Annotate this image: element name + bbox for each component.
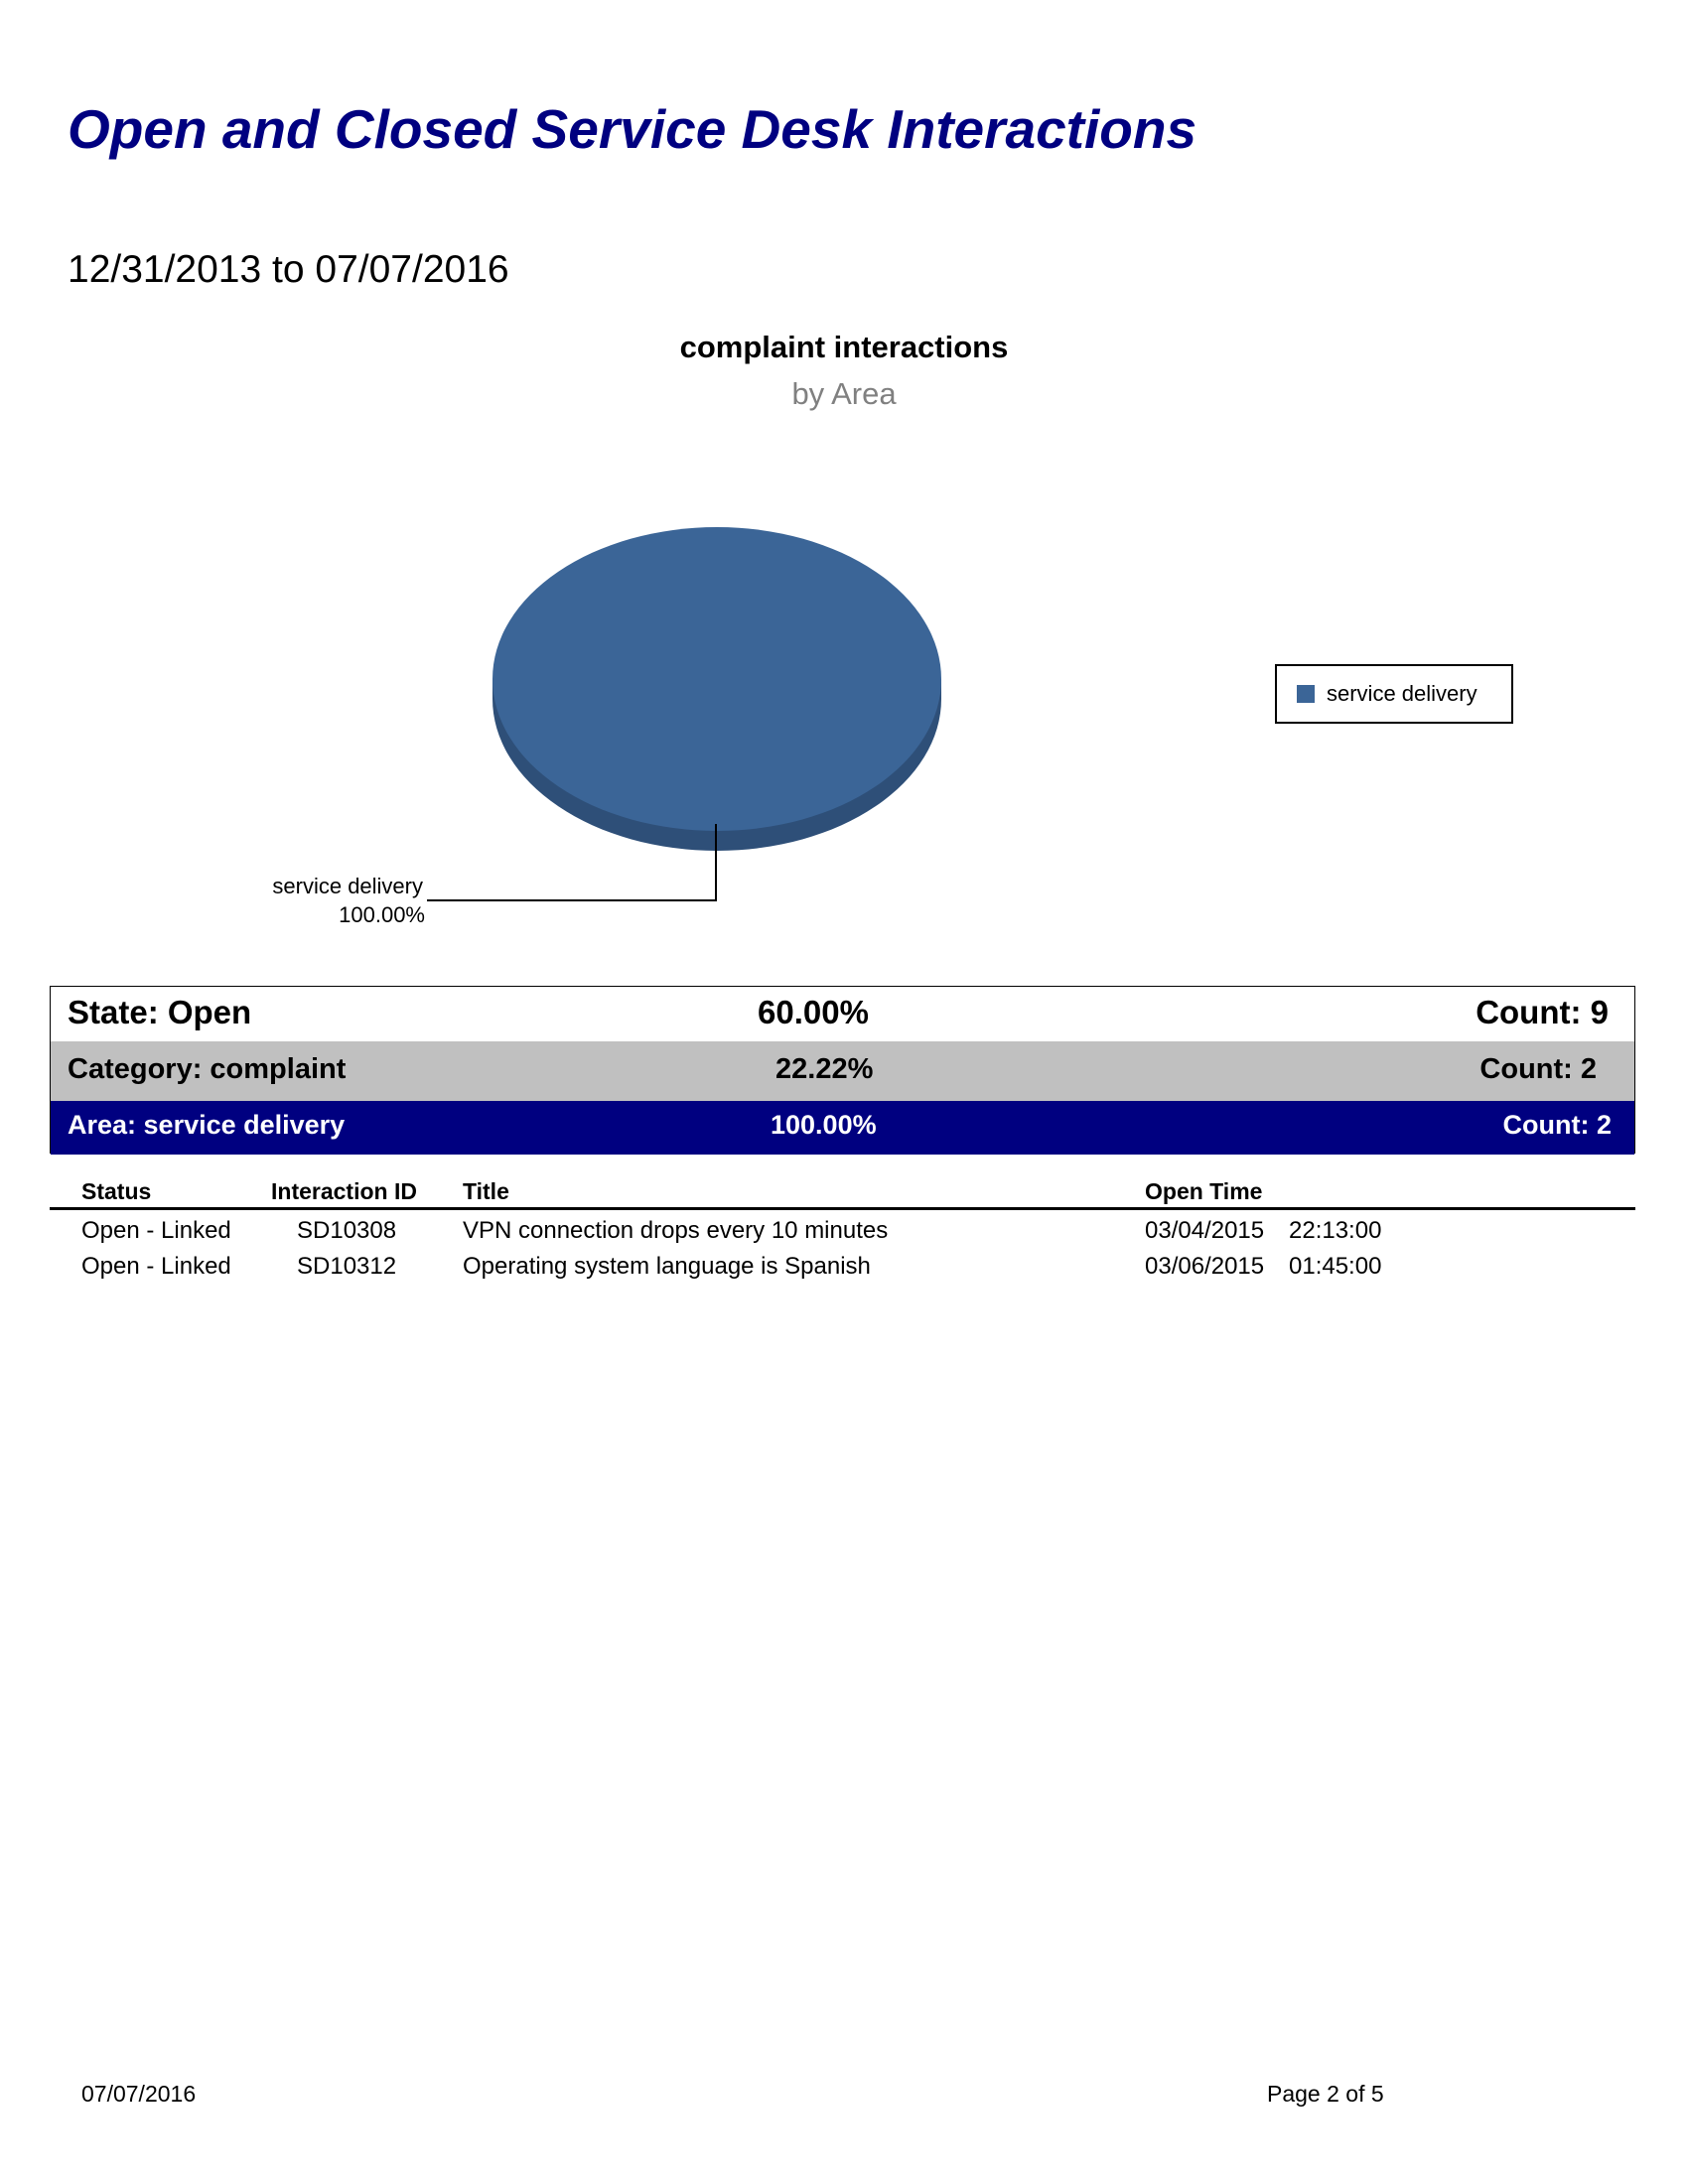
slice-label-percent: 100.00% <box>339 902 425 927</box>
row-status: Open - Linked <box>81 1217 231 1244</box>
area-label: Area: service delivery <box>68 1110 346 1140</box>
row-title: Operating system language is Spanish <box>463 1253 871 1280</box>
pie-slices <box>492 527 941 851</box>
category-band <box>51 1041 1634 1101</box>
category-label: Category: complaint <box>68 1053 347 1085</box>
column-header-title: Title <box>463 1178 509 1204</box>
date-range: 12/31/2013 to 07/07/2016 <box>68 248 509 291</box>
pie-chart <box>0 0 1688 993</box>
row-open-time: 22:13:00 <box>1289 1217 1382 1244</box>
row-interaction-id: SD10312 <box>297 1253 397 1280</box>
column-header-interaction-id: Interaction ID <box>271 1178 417 1204</box>
footer-page-number: Page 2 of 5 <box>1267 2081 1384 2107</box>
legend-swatch <box>1297 685 1315 703</box>
legend-entry: service delivery <box>1327 681 1477 706</box>
area-percent: 100.00% <box>771 1110 877 1140</box>
header-rule <box>50 1207 1635 1210</box>
chart-title: complaint interactions <box>679 330 1009 364</box>
row-title: VPN connection drops every 10 minutes <box>463 1217 889 1244</box>
group-summary <box>50 986 1635 1154</box>
column-header-open-time: Open Time <box>1145 1178 1263 1204</box>
row-status: Open - Linked <box>81 1253 231 1280</box>
chart-subtitle: by Area <box>791 376 897 411</box>
row-open-date: 03/06/2015 <box>1145 1253 1265 1280</box>
pie-slice <box>492 527 941 831</box>
state-label: State: Open <box>68 994 252 1030</box>
category-percent: 22.22% <box>775 1053 874 1085</box>
row-open-time: 01:45:00 <box>1289 1253 1382 1280</box>
area-band <box>51 1101 1634 1155</box>
row-interaction-id: SD10308 <box>297 1217 397 1244</box>
chart-legend <box>1275 664 1513 724</box>
column-header-status: Status <box>81 1178 152 1204</box>
state-count: Count: 9 <box>1476 994 1609 1030</box>
row-open-date: 03/04/2015 <box>1145 1217 1265 1244</box>
area-count: Count: 2 <box>1502 1110 1612 1140</box>
category-count: Count: 2 <box>1479 1053 1597 1085</box>
slice-label-name: service delivery <box>272 874 423 898</box>
state-band <box>51 987 1634 1041</box>
report-title: Open and Closed Service Desk Interactions <box>68 98 1197 160</box>
state-percent: 60.00% <box>758 994 869 1030</box>
footer-date: 07/07/2016 <box>81 2081 197 2107</box>
